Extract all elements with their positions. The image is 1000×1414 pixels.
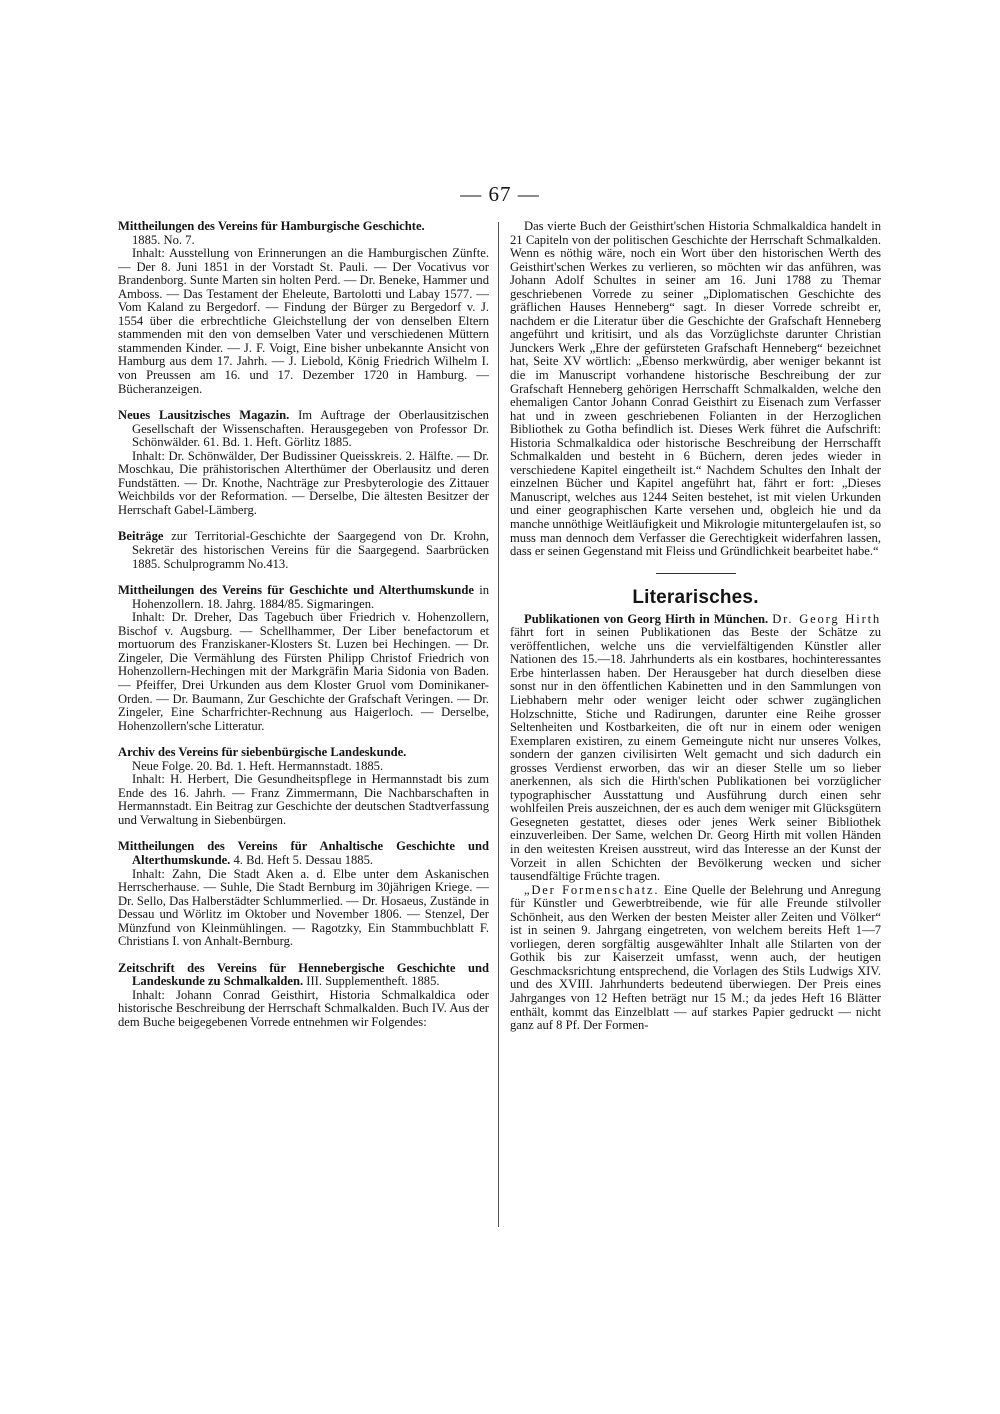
hirth-paragraph — [510, 613, 881, 884]
entry-line: 4. Bd. Heft 5. Dessau 1885. — [233, 852, 374, 867]
entry-contents: Inhalt: Dr. Dreher, Das Tagebuch über Friedrich v. Hohenzollern, Bischof v. Augsburg. — Schellhammer, Der Liber benefactorum et mortuorum des Franziskaner-Klosters St. Luzen bei Hechingen. — Dr. Zingeler, Die Vermählung des Fürsten Philipp Christof Friedrich von Hohenzollern-Hechingen mit der Markgräfin Maria Sidonia von Baden. — Pfeiffer, Drei Urkunden aus dem Kloster Gruol vom Dominikaner-Orden. — Dr. Baumann, Zur Geschichte der Grafschaft Veringen. — Dr. Zingeler, Eine Scharfrichter-Rechnung aus Haigerloch. — Derselbe, Hohenzollern'sche Litteratur. — [118, 610, 489, 733]
entry-line: in Hohenzollern. 18. Jahrg. 1884/85. Sigmaringen. — [132, 583, 490, 611]
entry-title: Zeitschrift des Vereins für Hennebergische Geschichte und Landeskunde zu Schmalkalden. — [118, 960, 489, 989]
entry-line: 1885. No. 7. — [132, 232, 195, 247]
geisthirt-paragraph: Das vierte Buch der Geisthirt'schen Historia Schmalkaldica handelt in 21 Capiteln von der politischen Geschichte der Herrschaft Schmalkalden. Wenn es nöthig wäre, noch ein Wort über den historischen Werth des Geisthirt'schen Werkes zu verlieren, so möchten wir das anführen, was Johann Adolf Schultes in seiner am 16. Juni 1788 zu Themar geschriebenen Vorrede zu seiner „Diplomatischen Geschichte des gräflichen Hauses Henneberg“ sagt. In dieser Vorrede schreibt er, nachdem er die Literatur über die Geschichte der Grafschaft Henneberg angeführt und kritisirt, und als das Vorzüglichste darunter Christian Junckers Werk „Ehre der gefürsteten Grafschaft Henneberg“ bezeichnet hat, Seite XV wörtlich: „Ebenso merkwürdig, aber weniger bekannt ist die im Manuscript vorhandene historische Beschreibung der zur Grafschaft Henneberg gehörigen Herrschafft Schmalkalden, welche den ehemaligen Cantor Johann Conrad Geisthirt zu Eisenach zum Verfasser hat und in zween geschriebenen Folianten in der Herzoglichen Bibliothek zu Gotha befindlich ist. Dieses Werk führet die Aufschrift: Historia Schmalkaldica oder historische Beschreibung der Herrschafft Schmalkalden und besteht in 6 Büchern, deren jedes wieder in verschiedene Kapitel eingetheilt ist.“ Nachdem Schultes den Inhalt der einzelnen Bücher und Kapitel angeführt hat, fährt er fort: „Dieses Manuscript, welches aus 1244 Seiten bestehet, ist mit vielen Urkunden und einer geographischen Karte versehen und, obgleich hie und da manche unnöthige Weitläufigkeit und Mikrologie mituntergelaufen ist, so muss man dennoch dem Verfasser die Gerechtigkeit widerfahren lassen, dass er seinen Gegenstand mit Fleiss und Gründlichkeit bearbeitet habe.“ — [510, 219, 881, 559]
journal-entry — [118, 840, 489, 948]
section-title: Literarisches. — [632, 586, 759, 608]
entry-contents: Inhalt: Zahn, Die Stadt Aken a. d. Elbe unter dem Askanischen Herrscherhause. — Suhle, Die Stadt Bernburg im 30jährigen Kriege. — Dr. Sello, Das Halberstädter Schlummerlied. — Dr. Hosaeus, Zustände in Dessau und Wörlitz im Oktober und November 1806. — Stenzel, Der Münzfund von Kleinmühlingen. — Ragotzky, Ein Stammbuchblatt F. Christians I. von Anhalt-Bernburg. — [118, 866, 489, 949]
journal-entry — [118, 584, 489, 733]
page-number: — 67 — — [460, 182, 540, 206]
publication-text: fährt fort in seinen Publikationen das Beste der Schätze zu veröffentlichen, welche uns die vervielfältigenden Künstler aller Nationen des 15.—18. Jahrhunderts als ein kostbares, hochinteressantes Erbe hinterlassen haben. Der Herausgeber hat durch dieselben diese sonst nur in den öffentlichen Kabinetten und in den Sammlungen von Liebhabern mehr oder weniger leicht oder schwer zugänglichen Holzschnitte, Stiche und Radirungen, darunter eine Reihe grosser Seltenheiten und Kostbarkeiten, die oft nur in einem oder wenigen Exemplaren existiren, zu einem Gemeingute nicht nur unseres Volkes, sondern der ganzen civilisirten Welt gemacht und sich dadurch ein grosses Verdienst erworben, das wir an dieser Stelle um so lieber anerkennen, als sich die Hirth'schen Publikationen bei vorzüglicher typographischer Ausstattung und Ausführung durch einen sehr wohlfeilen Preis auszeichnen, der es auch dem weniger mit Glücksgütern Gesegneten gestattet, dieses oder jenes Werk seiner Bibliothek einzuverleiben. Der Same, welchen Dr. Georg Hirth mit vollen Händen in den weitesten Kreisen ausstreut, wird das Interesse an der Kunst der Vorzeit in allen Schichten der Bevölkerung wecken und sicher tausendfältige Früchte tragen. — [510, 625, 881, 884]
entry-title: Mittheilungen des Vereins für Geschichte und Alterthumskunde — [118, 583, 474, 598]
entry-line: Neue Folge. 20. Bd. 1. Heft. Hermannstadt. 1885. — [132, 758, 384, 773]
right-column — [510, 220, 881, 1033]
entry-title: Archiv des Vereins für siebenbürgische Landeskunde. — [118, 745, 407, 760]
left-column — [118, 220, 489, 1043]
entry-line: Im Auftrage der Oberlausitzischen Gesellschaft der Wissenschaften. Herausgegeben von Professor Dr. Schönwälder. 61. Bd. 1. Heft. Görlitz 1885. — [132, 408, 489, 450]
entry-contents: Inhalt: Dr. Schönwälder, Der Budissiner Queisskreis. 2. Hälfte. — Dr. Moschkau, Die prähistorischen Alterthümer der Oberlausitz und deren Fundstätten. — Dr. Knothe, Nachträge zur Presbyterologie des Zittauer Weichbilds vor der Reformation. — Derselbe, Die ältesten Besitzer der Herrschaft Gabel-Lämberg. — [118, 448, 489, 517]
publication-heading: Publikationen von Georg Hirth in München. — [524, 611, 769, 626]
journal-entry — [118, 962, 489, 1030]
journal-entry — [118, 746, 489, 827]
entry-title: Mittheilungen des Vereins für Anhaltische Geschichte und Alterthumskunde. — [118, 839, 489, 867]
formenschatz-lead: „Der Formenschatz. — [524, 882, 660, 897]
section-rule — [656, 573, 736, 574]
journal-entry — [118, 220, 489, 396]
journal-entry — [118, 409, 489, 517]
entry-contents: Inhalt: H. Herbert, Die Gesundheitspflege in Hermannstadt bis zum Ende des 16. Jahrh. — Franz Zimmermann, Die Nachbarschaften in Hermannstadt. Ein Beitrag zur Geschichte der deutschen Stadtverfassung und Verwaltung in Siebenbürgen. — [118, 772, 489, 827]
entry-line: III. Supplementheft. 1885. — [306, 974, 440, 989]
entry-contents: Inhalt: Johann Conrad Geisthirt, Historia Schmalkaldica oder historische Beschreibung der Herrschaft Schmalkalden. Buch IV. Aus der dem Buche beigegebenen Vorrede entnehmen wir Folgendes: — [118, 987, 489, 1029]
entry-title: Beiträge — [118, 529, 164, 544]
journal-entry — [118, 530, 489, 571]
entry-contents: Inhalt: Ausstellung von Erinnerungen an die Hamburgischen Zünfte. — Der 8. Juni 1851 in der Vorstadt St. Pauli. — Der Vocativus vor Brandenborg. Sunte Marten sin holten Perd. — Dr. Beneke, Hammer und Amboss. — Das Testament der Eheleute, Bartolotti und Labay 1577. — Vom Kaland zu Bergedorf. — Findung der Bürger zu Bergedorf v. J. 1554 über die erbrechtliche Gleichstellung der von denselben Eltern stammenden mit den von demselben Vater und verschiedenen Müttern stammenden Kinder. — J. F. Voigt, Eine bisher unbekannte Ansicht von Hamburg aus dem 17. Jahrh. — J. Liebold, König Friedrich Wilhelm I. von Preussen am 16. und 17. Dezember 1720 in Hamburg. — Bücheranzeigen. — [118, 246, 489, 396]
entry-title: Neues Lausitzisches Magazin. — [118, 408, 290, 423]
column-divider — [498, 222, 499, 1227]
formenschatz-text: Eine Quelle der Belehrung und Anregung für Künstler und Gewerbtreibende, wie für alle Freunde stilvoller Schönheit, aus den Werken der besten Meister aller Zeiten und Völker“ ist in seinen 9. Jahrgang eingetreten, von welchem bereits Heft 1—7 vorliegen, deren sorgfältig ausgewählter Inhalt alle Stilarten von der Gothik bis zur Kaiserzeit umfasst, wenn auch, der heutigen Geschmacksrichtung entsprechend, die Vorlagen des Stils Ludwigs XIV. und des XVIII. Jahrhunderts bedeutend überwiegen. Der Preis eines Jahrganges von 12 Heften beträgt nur 15 M.; da jedes Heft 16 Blätter enthält, kommt das Einzelblatt — auf starkes Papier gedruckt — nicht ganz auf 8 Pf. Der Formen- — [510, 882, 881, 1033]
entry-title: Mittheilungen des Vereins für Hamburgische Geschichte. — [118, 219, 425, 233]
entry-line: zur Territorial-Geschichte der Saargegend von Dr. Krohn, Sekretär des historischen Vereins für die Saargegend. Saarbrücken 1885. Schulprogramm No.413. — [132, 529, 489, 571]
publication-author: Dr. Georg Hirth — [772, 611, 881, 626]
formenschatz-paragraph — [510, 884, 881, 1033]
